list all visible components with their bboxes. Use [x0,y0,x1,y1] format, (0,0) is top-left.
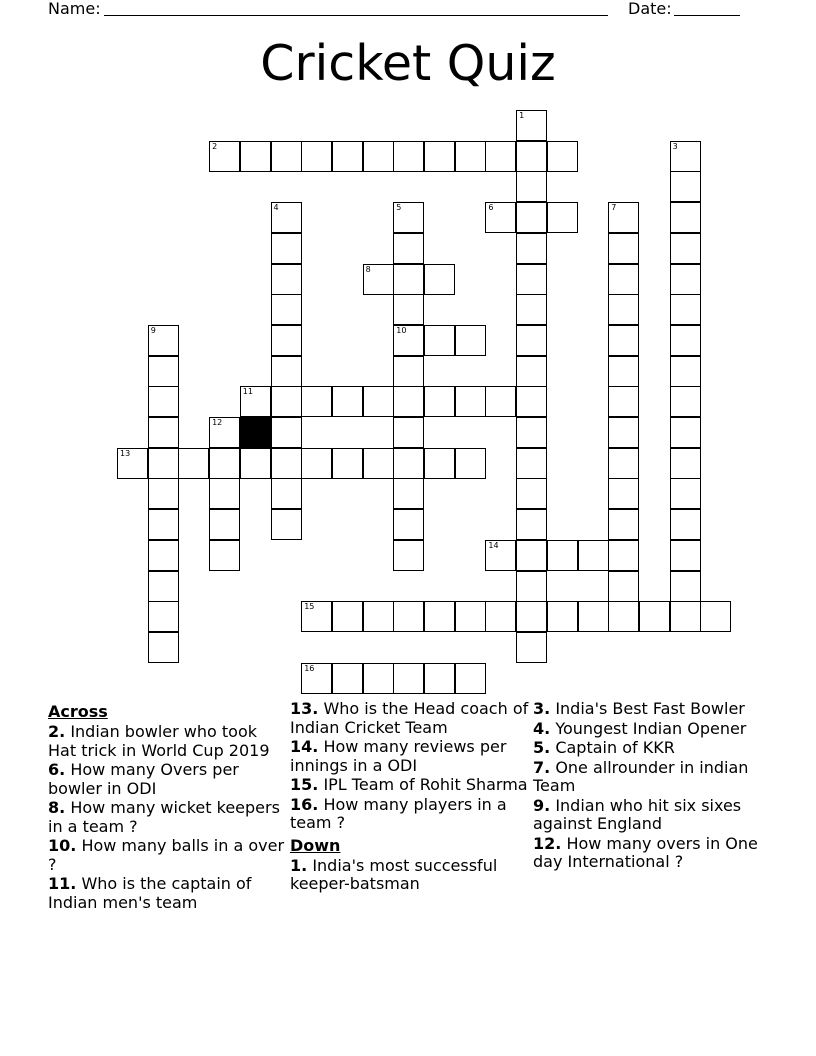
grid-cell[interactable] [148,540,179,571]
grid-cell[interactable] [516,202,547,233]
grid-cell[interactable] [608,233,639,264]
black-cell [240,417,271,448]
across-heading: Across [48,702,108,721]
clues-section [48,699,758,950]
grid-cell[interactable] [363,448,394,479]
grid-cell[interactable] [547,202,578,233]
grid-cell[interactable] [485,141,516,172]
grid-cell[interactable] [485,540,516,571]
grid-cell[interactable] [271,141,302,172]
grid-cell[interactable] [670,294,701,325]
grid-cell[interactable] [424,264,455,295]
grid-cell[interactable] [240,448,271,479]
grid-cell[interactable] [393,540,424,571]
grid-cell[interactable] [301,386,332,417]
grid-cell[interactable] [393,325,424,356]
grid-cell[interactable] [117,448,148,479]
grid-cell[interactable] [516,478,547,509]
grid-cell[interactable] [271,386,302,417]
grid-cell[interactable] [608,294,639,325]
grid-cell[interactable] [271,264,302,295]
grid-cell[interactable] [271,325,302,356]
grid-cell[interactable] [516,294,547,325]
grid-cell[interactable] [332,386,363,417]
cell-number: 16 [304,663,315,673]
grid-cell[interactable] [670,141,701,172]
cell-number: 14 [488,540,499,550]
page-title: Cricket Quiz [260,35,556,92]
grid-cell[interactable] [516,171,547,202]
grid-cell[interactable] [301,141,332,172]
grid-cell[interactable] [516,540,547,571]
grid-cell[interactable] [271,294,302,325]
grid-cell[interactable] [424,141,455,172]
clue-across-13: 13. Who is the Head coach of Indian Cricket Team [290,699,529,737]
grid-cell[interactable] [670,571,701,602]
grid-cell[interactable] [516,601,547,632]
grid-cell[interactable] [670,202,701,233]
grid-cell[interactable] [670,540,701,571]
grid-cell[interactable] [393,264,424,295]
clue-down-4: 4. Youngest Indian Opener [533,718,747,738]
grid-cell[interactable] [301,663,332,694]
grid-cell[interactable] [455,601,486,632]
grid-cell[interactable] [209,141,240,172]
grid-cell[interactable] [209,540,240,571]
grid-cell[interactable] [670,601,701,632]
grid-cell[interactable] [209,478,240,509]
cell-number: 1 [519,111,525,120]
grid-cell[interactable] [516,417,547,448]
clues-column-1 [48,700,288,913]
grid-cell[interactable] [700,601,731,632]
clue-across-8: 8. How many wicket keepers in a team ? [48,798,280,836]
grid-cell[interactable] [516,141,547,172]
clue-down-3: 3. India's Best Fast Bowler [533,699,745,718]
grid-cell[interactable] [670,356,701,387]
grid-cell[interactable] [608,478,639,509]
grid-cell[interactable] [271,478,302,509]
grid-cell[interactable] [393,356,424,387]
grid-cell[interactable] [516,632,547,663]
grid-cell[interactable] [516,509,547,540]
grid-cell[interactable] [271,417,302,448]
grid-cell[interactable] [271,509,302,540]
clues-column-2 [290,700,530,895]
grid-cell[interactable] [608,264,639,295]
grid-cell[interactable] [424,448,455,479]
grid-cell[interactable] [271,356,302,387]
cell-number: 9 [150,325,156,335]
cell-number: 5 [396,203,402,213]
grid-cell[interactable] [608,448,639,479]
grid-cell[interactable] [455,448,486,479]
grid-cell[interactable] [516,448,547,479]
grid-cell[interactable] [670,325,701,356]
grid-cell[interactable] [240,141,271,172]
grid-cell[interactable] [516,264,547,295]
grid-cell[interactable] [363,264,394,295]
cell-number: 13 [120,448,131,458]
cell-number: 10 [396,325,407,335]
grid-cell[interactable] [485,386,516,417]
grid-cell[interactable] [516,233,547,264]
grid-cell[interactable] [178,448,209,479]
grid-cell[interactable] [393,417,424,448]
grid-cell[interactable] [455,325,486,356]
clue-down-7: 7. One allrounder in indian Team [533,757,749,795]
grid-cell[interactable] [516,356,547,387]
grid-cell[interactable] [424,386,455,417]
clue-down-9: 9. Indian who hit six sixes against England [533,795,742,833]
grid-cell[interactable] [455,141,486,172]
grid-cell[interactable] [578,601,609,632]
cell-number: 2 [212,141,218,151]
clue-down-12: 12. How many overs in One day International ? [533,833,758,871]
date-label: Date: [628,0,672,18]
grid-cell[interactable] [485,601,516,632]
cell-number: 11 [242,387,253,397]
grid-cell[interactable] [148,356,179,387]
grid-cell[interactable] [148,601,179,632]
grid-cell[interactable] [393,202,424,233]
grid-cell[interactable] [148,417,179,448]
grid-cell[interactable] [608,571,639,602]
grid-cell[interactable] [363,141,394,172]
grid-cell[interactable] [148,325,179,356]
grid-cell[interactable] [332,141,363,172]
cell-number: 8 [365,264,371,274]
grid-cell[interactable] [301,601,332,632]
clue-down-5: 5. Captain of KKR [533,738,675,757]
clue-down-1: 1. India's most successful keeper-batsman [290,855,498,893]
grid-cell[interactable] [424,325,455,356]
grid-cell[interactable] [240,386,271,417]
grid-cell[interactable] [516,571,547,602]
grid-cell[interactable] [670,386,701,417]
grid-cell[interactable] [209,448,240,479]
grid-cell[interactable] [209,417,240,448]
clue-across-11: 11. Who is the captain of Indian men's team [48,874,252,912]
grid-cell[interactable] [148,386,179,417]
grid-cell[interactable] [148,632,179,663]
cell-number: 12 [212,418,223,427]
grid-cell[interactable] [393,233,424,264]
clue-across-2: 2. Indian bowler who took Hat trick in World Cup 2019 [48,722,270,760]
grid-cell[interactable] [608,386,639,417]
grid-cell[interactable] [424,663,455,694]
grid-cell[interactable] [271,448,302,479]
clue-across-6: 6. How many Overs per bowler in ODI [48,760,239,798]
grid-cell[interactable] [608,417,639,448]
grid-cell[interactable] [393,509,424,540]
grid-cell[interactable] [271,233,302,264]
grid-cell[interactable] [393,386,424,417]
clues-column-3 [533,700,773,873]
grid-cell[interactable] [670,478,701,509]
grid-cell[interactable] [332,448,363,479]
name-label: Name: [48,0,101,18]
cell-number: 15 [304,602,315,612]
grid-cell[interactable] [455,386,486,417]
grid-cell[interactable] [393,294,424,325]
clue-across-15: 15. IPL Team of Rohit Sharma [290,775,528,794]
grid-cell[interactable] [393,601,424,632]
cell-number: 4 [273,203,279,213]
cell-number: 6 [488,203,494,213]
grid-cell[interactable] [393,141,424,172]
grid-cell[interactable] [670,417,701,448]
grid-cell[interactable] [608,356,639,387]
grid-cell[interactable] [516,386,547,417]
grid-cell[interactable] [455,663,486,694]
down-heading: Down [290,835,341,855]
clue-across-14: 14. How many reviews per innings in a ODI [290,737,507,775]
grid-cell[interactable] [547,540,578,571]
grid-cell[interactable] [332,601,363,632]
grid-cell[interactable] [608,325,639,356]
clue-across-16: 16. How many players in a team ? [290,794,507,832]
grid-cell[interactable] [516,110,547,141]
grid-cell[interactable] [301,448,332,479]
grid-cell[interactable] [148,448,179,479]
grid-cell[interactable] [670,509,701,540]
grid-cell[interactable] [670,448,701,479]
grid-cell[interactable] [608,540,639,571]
grid-cell[interactable] [639,601,670,632]
grid-cell[interactable] [363,663,394,694]
grid-cell[interactable] [608,601,639,632]
grid-cell[interactable] [578,540,609,571]
grid-cell[interactable] [547,141,578,172]
grid-cell[interactable] [332,663,363,694]
clue-across-10: 10. How many balls in a over ? [48,836,285,874]
grid-cell[interactable] [424,601,455,632]
grid-cell[interactable] [148,509,179,540]
grid-cell[interactable] [608,509,639,540]
grid-cell[interactable] [363,601,394,632]
grid-cell[interactable] [393,478,424,509]
grid-cell[interactable] [670,171,701,202]
grid-cell[interactable] [516,325,547,356]
grid-cell[interactable] [209,509,240,540]
grid-cell[interactable] [148,478,179,509]
grid-cell[interactable] [547,601,578,632]
grid-cell[interactable] [363,386,394,417]
grid-cell[interactable] [485,202,516,233]
grid-cell[interactable] [271,202,302,233]
grid-cell[interactable] [608,202,639,233]
grid-cell[interactable] [670,264,701,295]
grid-cell[interactable] [393,663,424,694]
grid-cell[interactable] [148,571,179,602]
grid-cell[interactable] [393,448,424,479]
cell-number: 3 [672,141,678,151]
grid-cell[interactable] [670,233,701,264]
cell-number: 7 [611,203,617,213]
